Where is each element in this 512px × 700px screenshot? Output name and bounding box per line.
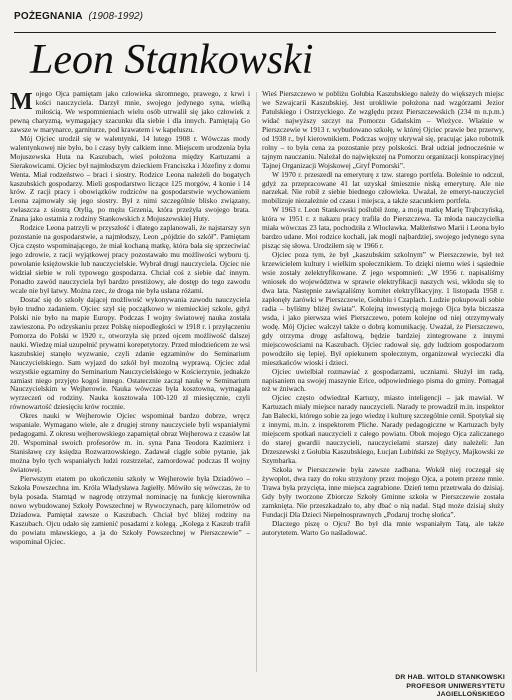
article-paragraph: Ojciec uwielbiał rozmawiać z gospodarzami, uczniami. Służył im radą, napisaniem na swojej maszynie Erice, odpowiedniego pisma do gminy. Pomagał też w żniwach. [262, 366, 504, 394]
article-paragraph: Ojciec poza tym, że był „kaszubskim szkolnym” w Pierszczewie, był też krzewicielem kultury i wielkim społecznikiem. To dzięki niemu wieś i sąsiednie wsie zostały zelektryfikowane. Z jego wspomnień: „W 1956 r. napisaliśmy wniosek do województwa w sprawie elektryfikacji naszych wsi, wkłodu się to dwa lata. Następnie zawiązaliśmy komitet elektryfikacyjny. 1 listopada 1958 r. zapłonęły żarówki w Pierszczewie, Gołubiu i Czaplach. Ludzie pokupowali sobie radia – byliśmy bliżej świata”. Kolejną inwestycją mojego Ojca była biczasza wsda, i jako pierwsza wieś Pierszczewo, potem kolejne od niej otrzymywały wodę. Mój Ojciec walczył także o dobrą komunikację. Uważał, że Pierszczewo, gdy otrzyma drogę asfaltową, będzie bardziej zintegrowane z innymi miejscowościami na Kaszubach. Ojciec radował się, gdy ludziom gospodarzom powodziło się lepiej. Był opiekunem społecznym, organizował wycieczki dla mieszkańców wioski i dzieci. [262, 250, 504, 367]
article-paragraph: Mój Ojciec urodził się w walentynki, 14 lutego 1908 r. Wówczas mody walentynkowej nie było, bo i czasy były całkiem inne. Miejscem urodzenia była Mojuszewska Huta na Kaszubach, wieś położona między Kartuzami a Sierakowicami. Ojciec był najmłodszym dzieckiem Franciszka i Józefiny z domu Wenta. Miał rodzeństwo – braci i siostry. Rodzice Leona należeli do bogatych kaszubskich gospodarzy. Mieli gospodarstwo liczące 125 morgów, 4 konie i 14 krów. Z racji pracy i obowiązków rodziców na gospodarstwie wychowaniem Leona zajmowały się jego siostry. Był z nimi szczególnie blisko związany, zwłaszcza z siostrą Otylią, po mężu Grzenia, która przeżyła swojego brata. Znana jako ostatnia z rodziny Stankowskich z Mojuszewskiej Huty. [10, 133, 250, 224]
article-paragraph: Dlaczego piszę o Ojcu? Bo był dla mnie wspaniałym Tatą, ale także autorytetem. Warto Go naśladować. [262, 518, 504, 537]
article-paragraph: Szkoła w Pierszczewie była zawsze zadbana. Wokół niej roczegął się żywopłot, dwa razy do roku strzyżony przez mojego Ojca, a potem przeze mnie. Trawa była przycięta, inne miejsca zagrabione. Dzień temu przetrwała do dzisiaj. Gdy były tworzone Zbiorcze Szkoły Gminne szkoła w Pierszczewie została zamknięta. Nie przeszkadzało to, aby dbać o nią nadal. Stąd może dzisiaj służy Fundacji Dla Dzieci Niepełnosprawnych „Podaruj trochę słońca”. [262, 465, 504, 519]
author-name: DR HAB. WITOLD STANKOWSKI [395, 674, 505, 681]
drop-cap: M [10, 90, 33, 115]
paragraph-text: ojego Ojca pamiętam jako człowieka skromnego, prawego, z krwi i kości nauczyciela. Darzył mnie, swojego jedynego syna, wielką miłością. We wspomnieniach wielu osób utrwalił się jako człowiek z pewną charyzmą, wymagający szacunku dla siebie i dla innych. Pamiętają Go zawsze w marynarce, garniturze, pod krawatem i w kapeluszu. [10, 90, 250, 134]
article-paragraph: Wieś Pierszczewo w pobliżu Gołubia Kaszubskiego należy do większych miejsc we Szwajcarii Kaszubskiej. Jest urokliwie położona nad wzgórzami Jezior Patulskiego i Ostrzyckiego. Ze względu przez Pierszczewskich (234 m n.p.m.) widać najwyższy szczyt na Pomorzu Gdańskim – Wieżyce. Właśnie w Pierszczewie w 1913 r. wybudowano szkołę, w której Ojciec prawie bez przerwy, od 1938 r., był kierownikiem. Podczas wojny ukrywał się, pracując jako robotnik rolny – to była cena za pozostanie przy polskości. Brał udział jednocześnie w tajnym nauczaniu. Należał do największej na Pomorzu organizacji konspiracyjnej Tajnej Organizacji Wojskowej „Gryf Pomorski”. [262, 90, 504, 170]
article-paragraph: Pierwszym etatem po ukończeniu szkoły w Wejherowie była Dziadówo – Szkoła Powszechna im. Króla Władysława Jagiełły. Mówiło się wówczas, że to była posada. Stamtąd w nagrodę otrzymał nominację na funkcję kierownika nowo wybudowanej Szkoły Powszechnej w Rywoczynach, parę kilometrów od Dziadowa. Pamiętał zawsze o Kaszubach. Chciał być bliżej rodziny na Kaszubach. Ojcu udało się zamienić posadami z kolegą. „Kolega z Kaszub trafił do powiatu mławskiego, a ja do Szkoły Powszechnej w Pierszczewie” – wspominał Ojciec. [10, 473, 250, 546]
article-paragraph: W 1963 r. Leon Stankowski poślubił żonę, a moją matkę Marię Trąbczyńską, która w 1951 r. z nakazu pracy trafiła do Pierszczewa. Ta młoda nauczycielka miała wówczas 23 lata, pochodziła z Włocławka. Małżeństwo Marii i Leona było bardzo udane. Moi rodzice kochali, jak mogli najbardziej, swojego jedynego syna pisząc się słowa. Urodziłem się w 1966 r. [262, 205, 504, 251]
article-paragraph: Rodzice Leona patrzyli w przyszłość i dlatego zaplanowali, że najstarszy syn pozostanie na gospodarstwie, a najmłodszy, Leon „pójdzie do szkół”. Pamiętam Ojca często wspominającego, że miał kochaną matkę, która bała się sprzeciwiać jego zdrowie, z racji wyjątkowej pracy pozostawało mu możliwości wyboru tj. powołanie księżowskie lub nauczycielskie. Wybrał drugi nauczyciela. Ojciec nie widział siebie w roli typowego gospodarza. Chciał coś z siebie dać innym. Ponadto zawód nauczyciela był bardzo prestiżowy, ale dostęp do tego zawodu wcale nie był łatwy. Można rzec, że droga nie była usłana różami. [10, 223, 250, 295]
article-paragraph: Ojciec często odwiedzał Kartuzy, miasto inteligencji – jak mawiał. W Kartuzach miały miejsce narady nauczycieli. Narady te prowadził m.in. inspektor Jan Balecki, którego sobie za jego wiedzę i kulturę szczególnie cenił. Spotykał się z innymi, m.in. z inspektorem Pliche. Narady pedagogiczne w Kartuzach były miejscem spotkań nauczycieli z całego powiatu. Obok mojego Ojca zaliczanego do starej gwardii nauczycieli, nauczycielami starszej daty należeli: Jan Drzeszewski z Gołubia Kaszubskiego, Łucjan Lubiński ze Stężycy, Majkowski ze Szymbarka. [262, 393, 504, 466]
article-title: Leon Stankowski [30, 37, 314, 83]
section-label: POŻEGNANIA [14, 11, 83, 22]
article-paragraph [10, 90, 250, 135]
life-years: (1908-1992) [88, 11, 143, 22]
article-paragraph: Dostać się do szkoły dającej możliwość wykonywania zawodu nauczyciela było trudno zadaniem. Ojciec szył się początkowo w niemieckiej szkole, gdyż Polski nie było na mapie Europy. Podczas I wojny światowej nauka została zawieszona. Po odzyskaniu przez Polskę niepodległości w 1918 r. i przyłączeniu Pomorza do Polski w 1920 r., otworzyła się przed ojcem możliwość dalszej nauki. Wiedzę miał uzupełnić prywatni korepetytorzy. Przed młodzieńcem ze wsi kaszubskiej stanęło wyzwanie, czyli zdanie egzaminów do Seminarium Nauczycielskiego. Sam wyjazd do szkół był mozolną wyprawą. Ojciec zdał wszystkie egzaminy do Seminarium Nauczycielskiego w Kościerzynie, jednakże zamiast niego przyjęto kogoś innego. Ostatecznie zaczął naukę w Seminarium Nauczycielskim w Wejherowie. Nauka wówczas była kosztowna, wymagała wyrzeczeń od rodziny. Nauka kosztowała 100-120 zł miesięcznie, czyli równowartość dziesięciu krów rocznie. [10, 294, 250, 412]
column-divider [256, 92, 257, 672]
article-column-left [10, 90, 250, 676]
author-role: PROFESOR UNIWERSYTETU JAGIELLOŃSKIEGO [406, 682, 505, 698]
article-paragraph: Okres nauki w Wejherowie Ojciec wspominał bardzo dobrze, wręcz wspaniale. Wymagano wiele, ale z drugiej strony nauczyciele byli wspaniałymi pedagogami. Z okresu wejherowskiego zapamiętał obraz Wejherowa z czasów lat 20. Wspominał swoich profesorów m. in. syna Pana Teodora Kazimierz i Stanisławę czy księdza Rozwarzowskiego. Zadawał ciągle sobie pytanie, jak można było tych wspaniałych ludzi rozstrzelać, zamordować podczas II wojny światowej. [10, 411, 250, 475]
article-paragraph: W 1970 r. przeszedł na emeryturę z tzw. starego portfela. Boleśnie to odczuł, gdyż za przepracowane 41 lat uzyskał śmiesznie niską emeryturę. Ale nie narzekał. Nie robił z siebie biednego człowieka. Uważał, że emeryt-nauczyciel mobilizuje niezależnie od czasu i miejsca, a także szacunkiem portfela. [262, 169, 504, 206]
article-column-right [262, 90, 504, 676]
section-header [14, 10, 496, 33]
author-signature [350, 674, 505, 700]
